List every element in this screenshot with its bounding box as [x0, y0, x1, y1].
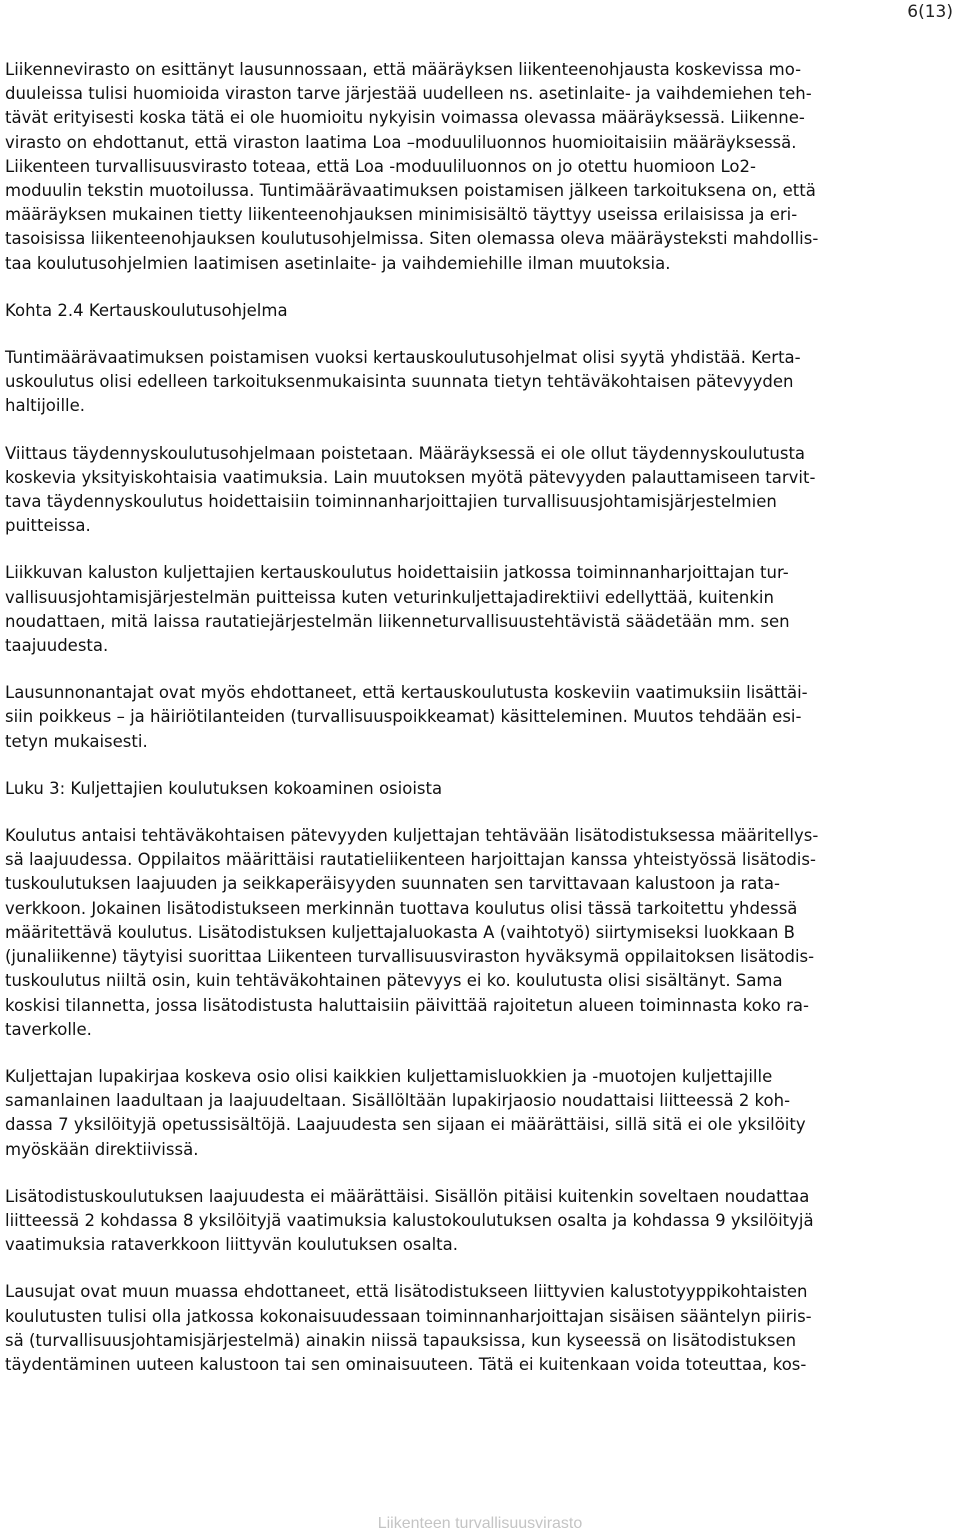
section-heading-luku-3: Luku 3: Kuljettajien koulutuksen kokoaminen osioista: [5, 778, 443, 798]
footer-organization: Liikenteen turvallisuusvirasto: [377, 1515, 583, 1532]
paragraph-taydennyskoulutus: Viittaus täydennyskoulutusohjelmaan poistetaan. Määräyksessä ei ole ollut täydennyskoulutusta koskevia yksityiskohtaisia vaatimuksia. Lain muutoksen myötä pätevyyden palauttamiseen tarvit- tava täydennyskoulutus hoidettaisiin toiminnanharjoittajien turvallisuusjohtamisjärjestelmien puitteissa.: [5, 443, 816, 536]
paragraph-lisatodistuskoulutus: Lisätodistuskoulutuksen laajuudesta ei määrättäisi. Sisällön pitäisi kuitenkin soveltaen noudattaa liitteessä 2 kohdassa 8 yksilöityjä vaatimuksia kalustokoulutuksen osalta ja kohdassa 9 yksilöityjä vaatimuksia rataverkkoon liittyvän koulutuksen osalta.: [5, 1186, 814, 1255]
document-body: [5, 58, 955, 1377]
paragraph-lausunnonantajat: Lausunnonantajat ovat myös ehdottaneet, että kertauskoulutusta koskeviin vaatimuksiin lisättäi- siin poikkeus – ja häiriötilanteiden (turvallisuuspoikkeamat) käsitteleminen. Muutos tehdään esi- tetyn mukaisesti.: [5, 683, 808, 751]
paragraph-tuntimaaravaatimus: Tuntimäärävaatimuksen poistamisen vuoksi kertauskoulutusohjelmat olisi syytä yhdistää. Kerta- uskoulutus olisi edelleen tarkoituksenmukaisinta suunnata tietyn tehtäväkohtaisen pätevyyden haltijoille.: [5, 348, 801, 416]
paragraph-lausujat: Lausujat ovat muun muassa ehdottaneet, että lisätodistukseen liittyvien kalustotyyppikohtaisten koulutusten tulisi olla jatkossa kokonaisuudessaan toiminnanharjoittajan sisäisen sääntelyn piiris- sä (turvallisuusjohtamisjärjestelmä) ainakin niissä tapauksissa, kun kyseessä on lisätodistuksen täydentäminen uuteen kalustoon tai sen ominaisuuteen. Tätä ei kuitenkaan voida toteuttaa, kos-: [5, 1282, 812, 1374]
paragraph-koulutus-patevyys: Koulutus antaisi tehtäväkohtaisen pätevyyden kuljettajan tehtävään lisätodistuksessa määritellys- sä laajuudessa. Oppilaitos määrittäisi rautatieliikenteen harjoittajan kanssa yhteistyössä lisätodis- tuskoulutuksen laajuuden ja seikkaperäisyyden suunnaten sen tarvittavaan kalustoon ja rata- verkkoon. Jokainen lisätodistukseen merkinnän tuottava koulutus olisi tässä tarkoitettu yhdessä määritettävä koulutus. Lisätodistuksen kuljettajaluokasta A (vaihtotyö) siirtymiseksi luokkaan B (junaliikenne) täytyisi suorittaa Liikenteen turvallisuusviraston hyväksymä oppilaitoksen lisätodis- tuskoulutus niiltä osin, kuin tehtäväkohtainen pätevyys ei ko. koulutusta olisi sisältänyt. Sama koskisi tilannetta, jossa lisätodistusta haluttaisiin päivittää rajoitetun alueen toiminnasta koko ra- taverkolle.: [5, 826, 819, 1039]
section-heading-kohta-2-4: Kohta 2.4 Kertauskoulutusohjelma: [5, 300, 288, 320]
paragraph-kertauskoulutus: Liikkuvan kaluston kuljettajien kertauskoulutus hoidettaisiin jatkossa toiminnanharjoittajan tur- vallisuusjohtamisjärjestelmän puitteissa kuten veturinkuljettajadirektiivi edellyttää, kuitenkin noudattaen, mitä laissa rautatiejärjestelmän liikenneturvallisuustehtävistä säädetään mm. sen taajuudesta.: [5, 563, 790, 656]
paragraph-viraston-tarve: Liikennevirasto on esittänyt lausunnossaan, että määräyksen liikenteenohjausta koskevissa mo- duuleissa tulisi huomioida viraston tarve järjestää uudelleen ns. asetinlaite- ja vaihdemiehen teh- tävät erityisesti koska tätä ei ole huomioitu nykyisin voimassa olevassa määräyksessä. Liikenne- virasto on ehdottanut, että viraston laatima Loa –moduuliluonnos huomioitaisiin määräyksessä. Liikenteen turvallisuusvirasto toteaa, että Loa -moduuliluonnos on jo otettu huomioon Lo2- moduulin tekstin muotoilussa. Tuntimäärävaatimuksen poistamisen jälkeen tarkoituksena on, että määräyksen mukainen tietty liikenteenohjauksen minimisisältö täyttyy useissa erilaisissa ja eri- tasoisissa liikenteenohjauksen koulutusohjelmissa. Siten olemassa oleva määräysteksti mahdollis- taa koulutusohjelmien laatimisen asetinlaite- ja vaihdemiehille ilman muutoksia.: [5, 60, 819, 273]
page-number: 6(13): [907, 2, 953, 22]
paragraph-lupakirja: Kuljettajan lupakirjaa koskeva osio olisi kaikkien kuljettamisluokkien ja -muotojen kuljettajille samanlainen laadultaan ja laajuudeltaan. Sisällöltään lupakirjaosio noudattaisi liitteessä 2 koh- dassa 7 yksilöityjä opetussisältöjä. Laajuudesta sen sijaan ei määrättäisi, sillä sitä ei ole yksilöity myöskään direktiivissä.: [5, 1066, 806, 1159]
